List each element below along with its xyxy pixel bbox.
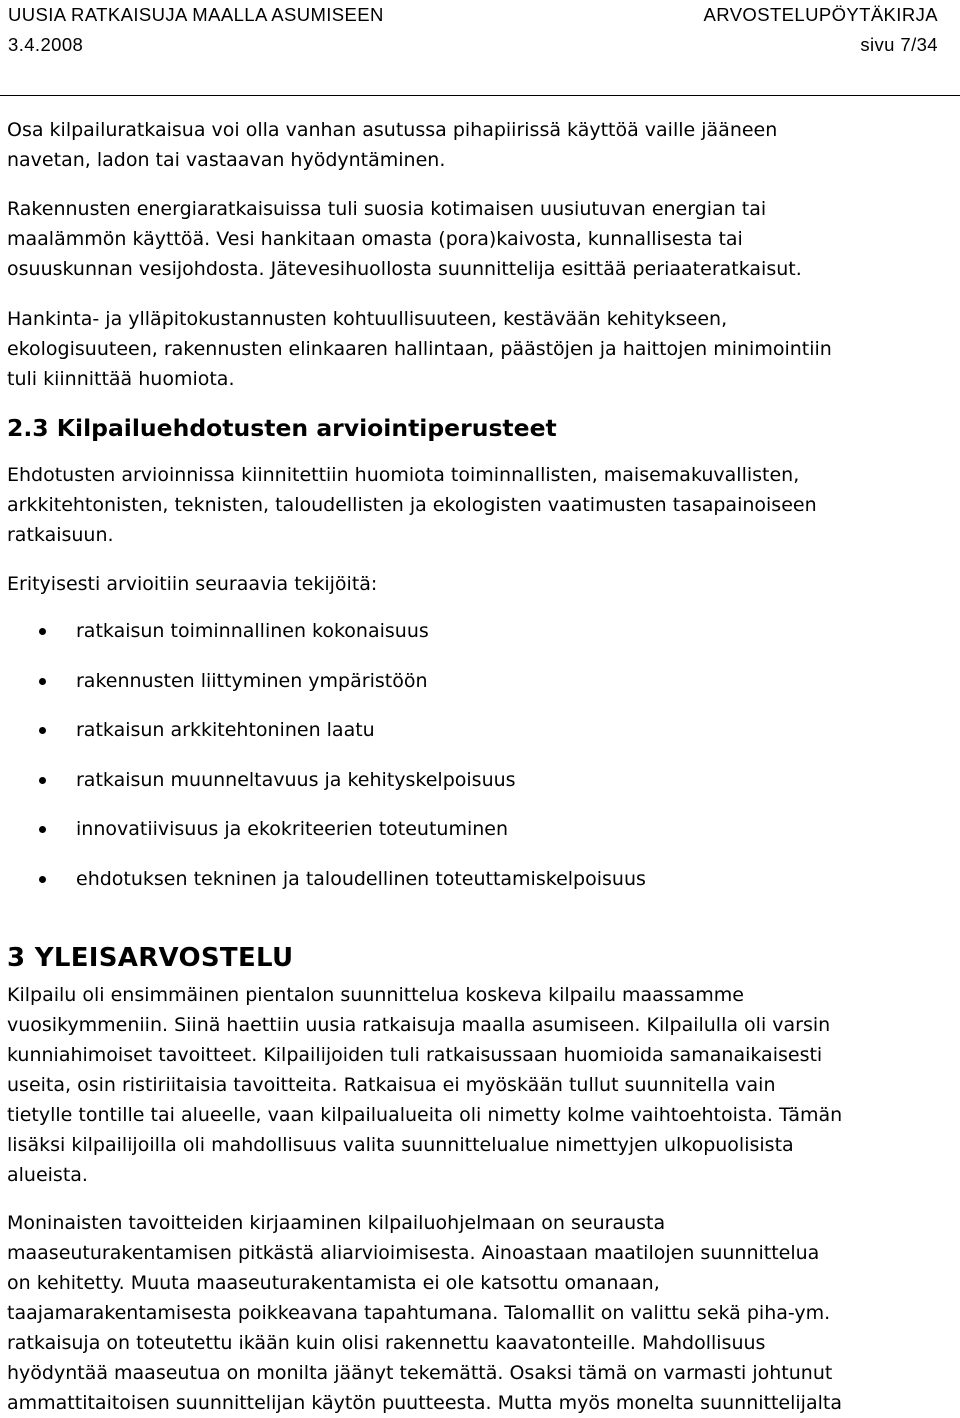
bullet-icon <box>39 876 46 883</box>
list-item: rakennusten liittyminen ympäristöön <box>76 670 427 692</box>
text-line: lisäksi kilpailijoilla oli mahdollisuus valita suunnittelualue nimettyjen ulkopuolisista <box>7 1134 794 1156</box>
section-heading-criteria: 2.3 Kilpailuehdotusten arviointiperusteet <box>7 414 557 442</box>
list-item: ratkaisun muunneltavuus ja kehityskelpoisuus <box>76 769 516 791</box>
header-divider <box>0 95 960 96</box>
text-line: useita, osin ristiriitaisia tavoitteita. Ratkaisua ei myöskään tullut suunnitella vain <box>7 1074 776 1096</box>
paragraph-costs <box>7 304 953 394</box>
text-line: ammattitaitoisen suunnittelijan käytön puutteesta. Mutta myös monelta suunnittelijalta <box>7 1392 842 1414</box>
bullet-icon <box>39 826 46 833</box>
paragraph-general-review-2 <box>7 1208 953 1418</box>
header-doc-type: ARVOSTELUPÖYTÄKIRJA <box>703 4 938 25</box>
text-line: ratkaisuun. <box>7 524 114 546</box>
text-line: vuosikymmeniin. Siinä haettiin uusia ratkaisuja maalla asumiseen. Kilpailulla oli varsin <box>7 1014 831 1036</box>
list-item: ratkaisun toiminnallinen kokonaisuus <box>76 620 429 642</box>
text-line: taajamarakentamisesta poikkeavana tapahtumana. Talomallit on valittu sekä piha-ym. <box>7 1302 831 1324</box>
header-title: UUSIA RATKAISUJA MAALLA ASUMISEEN <box>8 4 384 25</box>
paragraph-criteria-intro <box>7 460 953 550</box>
list-item: ehdotuksen tekninen ja taloudellinen toteuttamiskelpoisuus <box>76 868 646 890</box>
text-line: Hankinta- ja ylläpitokustannusten kohtuullisuuteen, kestävään kehitykseen, <box>7 308 728 330</box>
paragraph-energy <box>7 194 953 284</box>
text-line: on kehitetty. Muuta maaseuturakentamista ei ole katsottu omanaan, <box>7 1272 660 1294</box>
text-line: tuli kiinnittää huomiota. <box>7 368 235 390</box>
text-line: ratkaisuja on toteutettu ikään kuin olisi rakennettu kaavatonteille. Mahdollisuus <box>7 1332 766 1354</box>
header-date: 3.4.2008 <box>8 34 84 55</box>
text-line: Kilpailu oli ensimmäinen pientalon suunnittelua koskeva kilpailu maassamme <box>7 984 744 1006</box>
list-item: ratkaisun arkkitehtoninen laatu <box>76 719 375 741</box>
text-line: osuuskunnan vesijohdosta. Jätevesihuollosta suunnittelija esittää periaateratkaisut. <box>7 258 802 280</box>
text-line: maalämmön käyttöä. Vesi hankitaan omasta (pora)kaivosta, kunnallisesta tai <box>7 228 743 250</box>
text-line: tietylle tontille tai alueelle, vaan kilpailualueita oli nimetty kolme vaihtoehtoista. Tämän <box>7 1104 843 1126</box>
text-line: Moninaisten tavoitteiden kirjaaminen kilpailuohjelmaan on seurausta <box>7 1212 666 1234</box>
bullet-icon <box>39 727 46 734</box>
text-line: Rakennusten energiaratkaisuissa tuli suosia kotimaisen uusiutuvan energian tai <box>7 198 767 220</box>
text-line: Ehdotusten arvioinnissa kiinnitettiin huomiota toiminnallisten, maisemakuvallisten, <box>7 464 800 486</box>
section-heading-general-review: 3 YLEISARVOSTELU <box>7 943 294 973</box>
paragraph-criteria-lead <box>7 569 953 599</box>
header-page-number: sivu 7/34 <box>860 34 938 55</box>
list-item: innovatiivisuus ja ekokriteerien toteutuminen <box>76 818 508 840</box>
text-line: ekologisuuteen, rakennusten elinkaaren hallintaan, päästöjen ja haittojen minimointiin <box>7 338 832 360</box>
text-line: arkkitehtonisten, teknisten, taloudellisten ja ekologisten vaatimusten tasapainoiseen <box>7 494 817 516</box>
bullet-icon <box>39 628 46 635</box>
bullet-icon <box>39 678 46 685</box>
text-line: Erityisesti arvioitiin seuraavia tekijöitä: <box>7 573 378 595</box>
paragraph-old-buildings <box>7 115 953 175</box>
page-header-sub <box>8 34 938 64</box>
text-line: navetan, ladon tai vastaavan hyödyntäminen. <box>7 149 446 171</box>
text-line: maaseuturakentamisen pitkästä aliarvioimisesta. Ainoastaan maatilojen suunnittelua <box>7 1242 820 1264</box>
paragraph-general-review-1 <box>7 980 953 1190</box>
page-header <box>8 0 938 30</box>
text-line: alueista. <box>7 1164 88 1186</box>
text-line: Osa kilpailuratkaisua voi olla vanhan asutussa pihapiirissä käyttöä vaille jääneen <box>7 119 778 141</box>
bullet-icon <box>39 777 46 784</box>
text-line: kunniahimoiset tavoitteet. Kilpailijoiden tuli ratkaisussaan huomioida samanaikaisesti <box>7 1044 823 1066</box>
text-line: hyödyntää maaseutua on monilta jäänyt tekemättä. Osaksi tämä on varmasti johtunut <box>7 1362 833 1384</box>
